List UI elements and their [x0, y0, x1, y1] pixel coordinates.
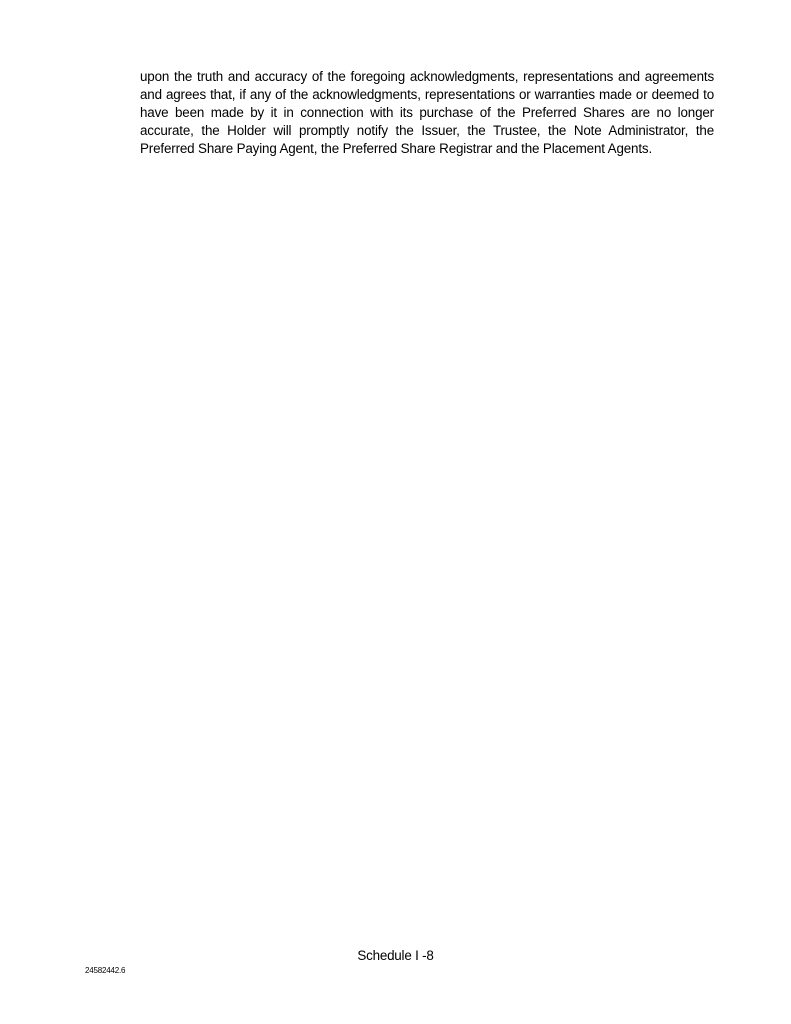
page-number: Schedule I -8 — [357, 948, 434, 963]
document-id: 24582442.6 — [85, 966, 126, 975]
body-paragraph: upon the truth and accuracy of the foregoing acknowledgments, representations and agreements and agrees that, if any of the acknowledgments, representations or warranties made or deemed to have been made by it in connection with its purchase of the Preferred Shares are no longer accurate, the Holder will promptly notify the Issuer, the Trustee, the Note Administrator, the Preferred Share Paying Agent, the Preferred Share Registrar and the Placement Agents. — [140, 69, 714, 156]
